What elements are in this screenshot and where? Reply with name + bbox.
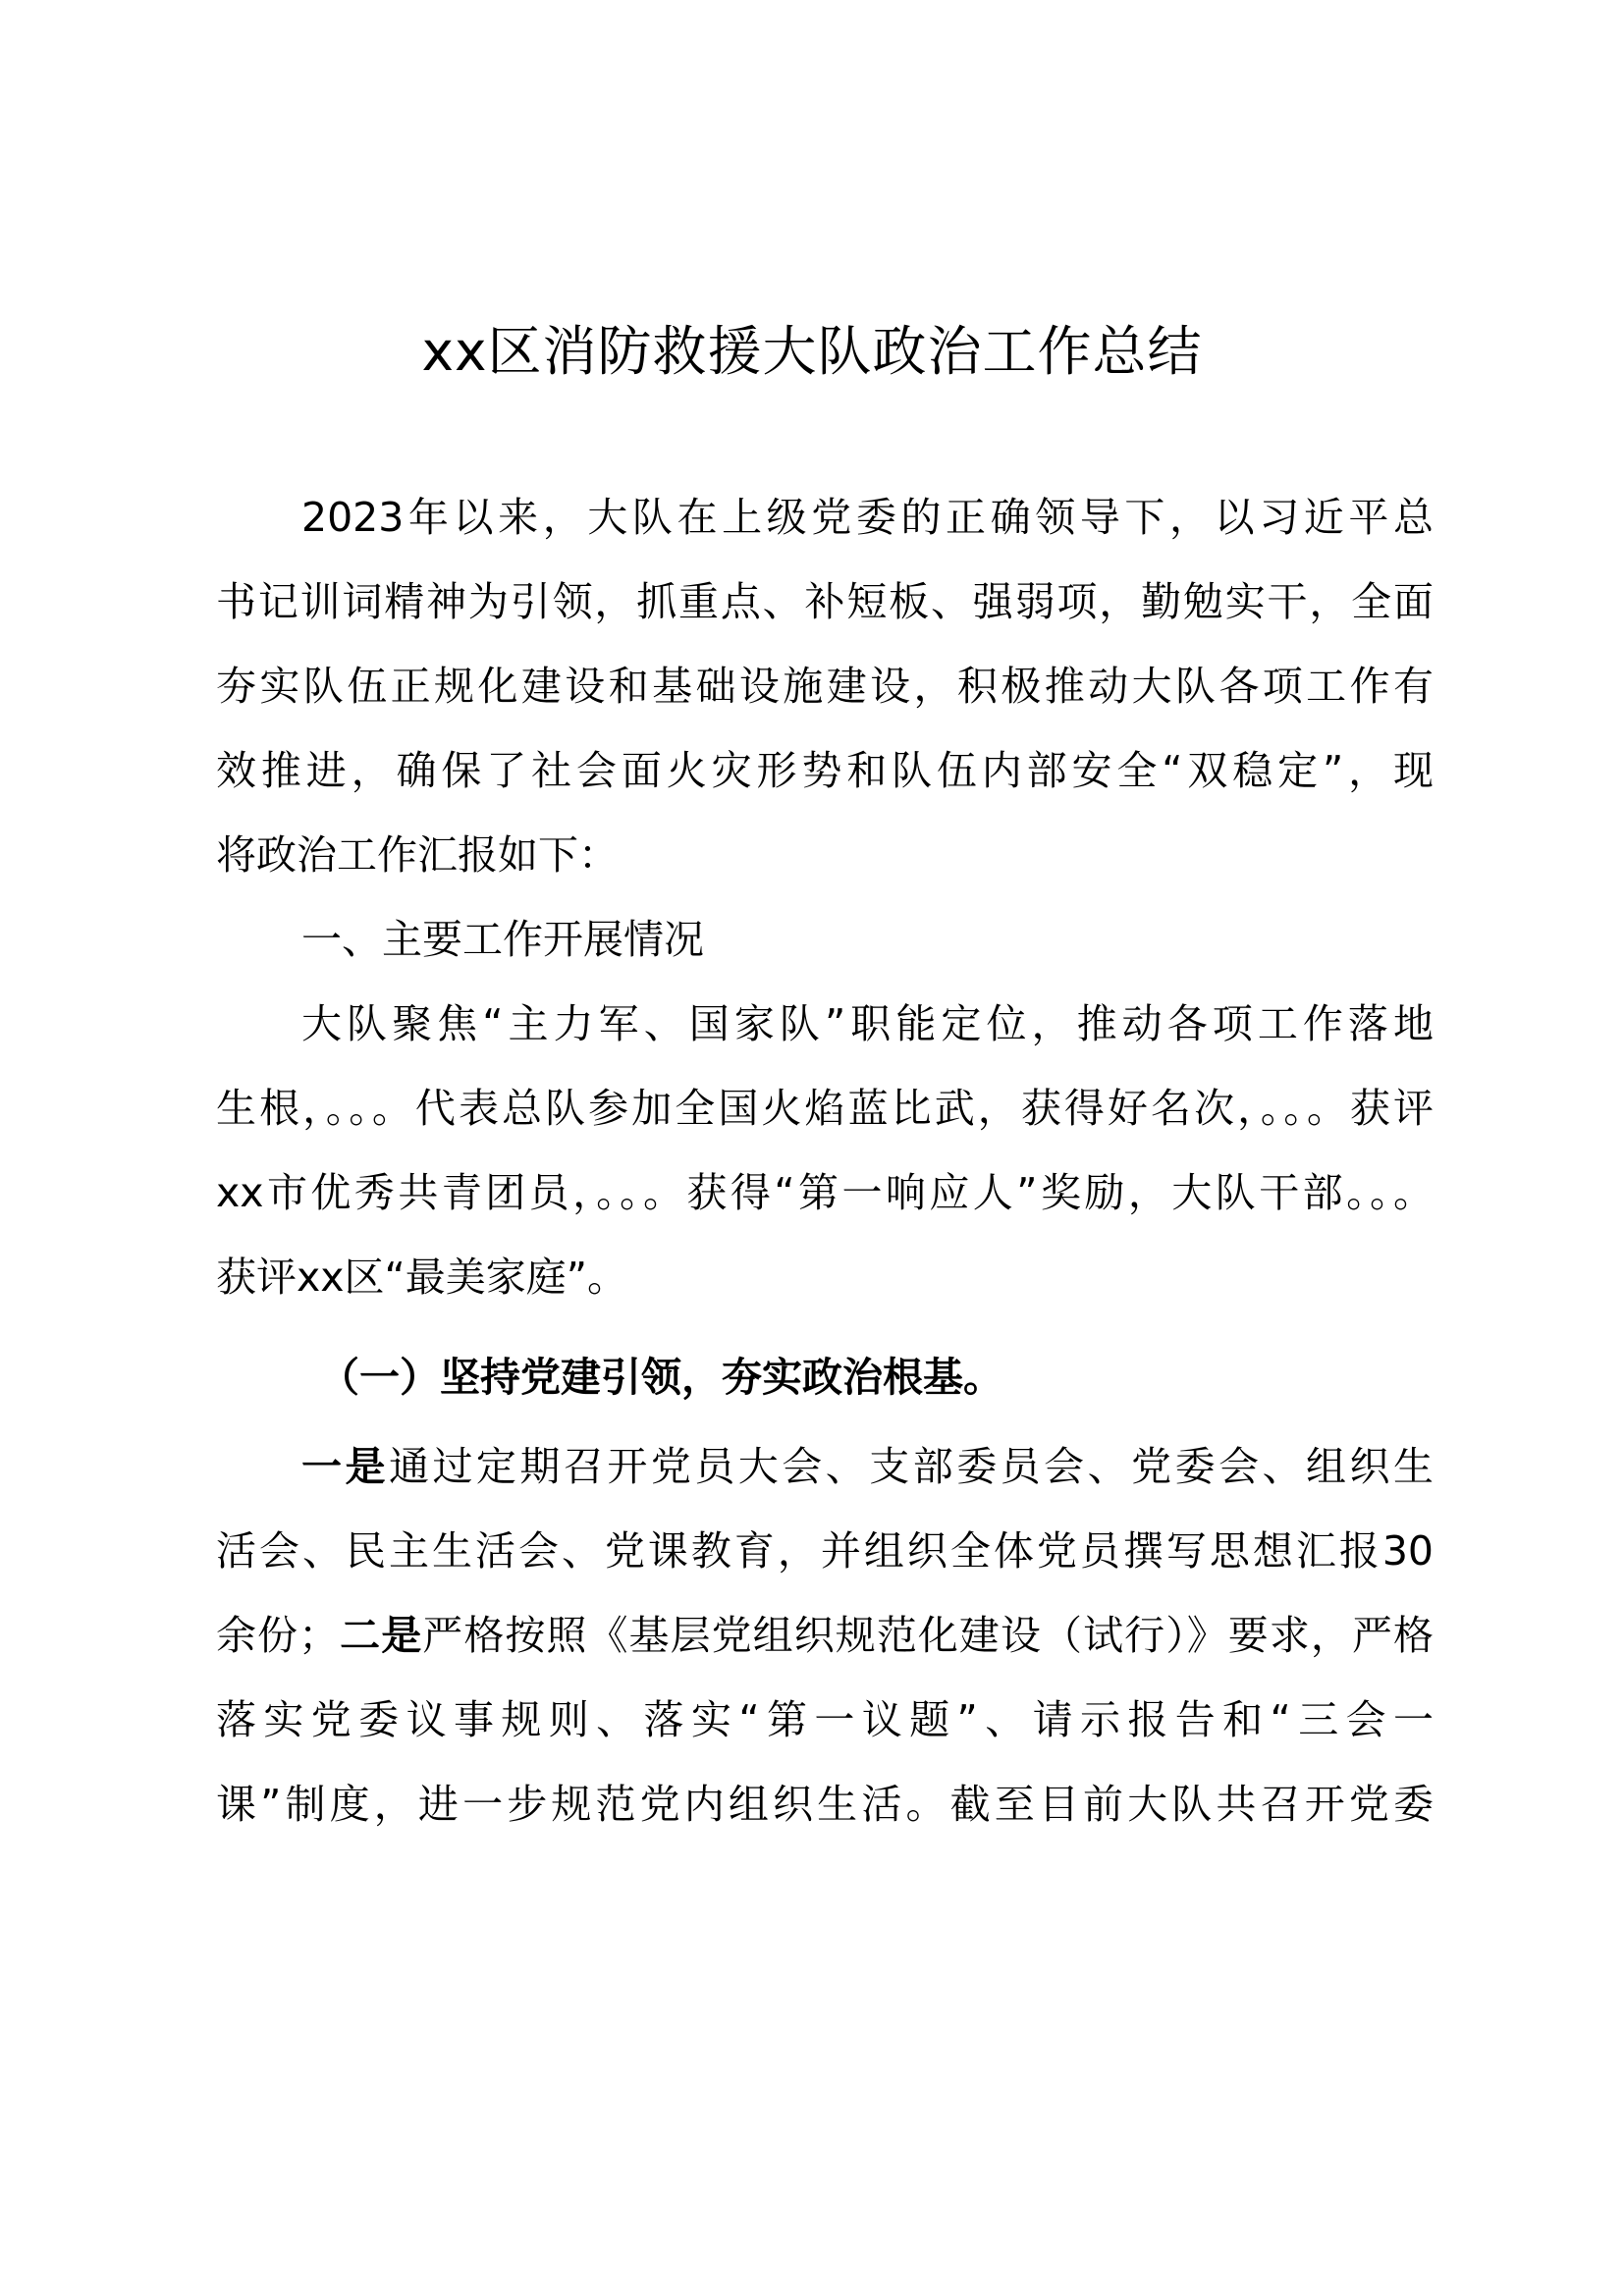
line-text: 严格按照《基层党组织规范化建设（试行）》要求，严格 — [422, 1612, 1435, 1659]
line-text: 课”制度，进一步规范党内组织生活。截至目前大队共召开党委 — [216, 1781, 1434, 1828]
paragraph-3-line-5 — [216, 1775, 1434, 1834]
paragraph-3-line-4 — [216, 1690, 1434, 1749]
paragraph-3-line-2 — [216, 1522, 1434, 1580]
line-text: 通过定期召开党员大会、支部委员会、党委会、组织生 — [388, 1443, 1435, 1490]
enumeration-bold: 一是 — [301, 1443, 389, 1490]
paragraph-2-line-1: 大队聚焦“主力军、国家队”职能定位，推动各项工作落地 — [301, 1000, 1434, 1047]
paragraph-3-line-1 — [301, 1437, 1434, 1496]
paragraph-3-line-3 — [216, 1606, 1434, 1665]
section-heading: 一、主要工作开展情况 — [301, 916, 704, 963]
paragraph-1-line-3: 夯实队伍正规化建设和基础设施建设，积极推动大队各项工作有 — [216, 663, 1434, 710]
paragraph-1-line-1: 2023年以来，大队在上级党委的正确领导下，以习近平总 — [301, 494, 1434, 541]
paragraph-1-line-4: 效推进，确保了社会面火灾形势和队伍内部安全“双稳定”，现 — [216, 747, 1434, 794]
enumeration-bold: 二是 — [339, 1612, 423, 1659]
line-text: 活会、民主生活会、党课教育，并组织全体党员撰写思想汇报30 — [216, 1527, 1434, 1575]
paragraph-1-line-5: 将政治工作汇报如下： — [216, 831, 619, 879]
line-text: 余份； — [216, 1612, 340, 1659]
paragraph-1-line-2: 书记训词精神为引领，抓重点、补短板、强弱项，勤勉实干，全面 — [216, 578, 1434, 625]
paragraph-2-line-2: 生根，。。。代表总队参加全国火焰蓝比武，获得好名次，。。。获评 — [216, 1085, 1434, 1132]
paragraph-2-line-3: xx市优秀共青团员，。。。获得“第一响应人”奖励，大队干部。。。 — [216, 1169, 1434, 1216]
paragraph-2-line-4: 获评xx区“最美家庭”。 — [216, 1254, 628, 1301]
subsection-heading: （一）坚持党建引领，夯实政治根基。 — [319, 1354, 1003, 1401]
line-text: 落实党委议事规则、落实“第一议题”、请示报告和“三会一 — [216, 1696, 1434, 1743]
document-title: xx区消防救援大队政治工作总结 — [421, 320, 1203, 383]
